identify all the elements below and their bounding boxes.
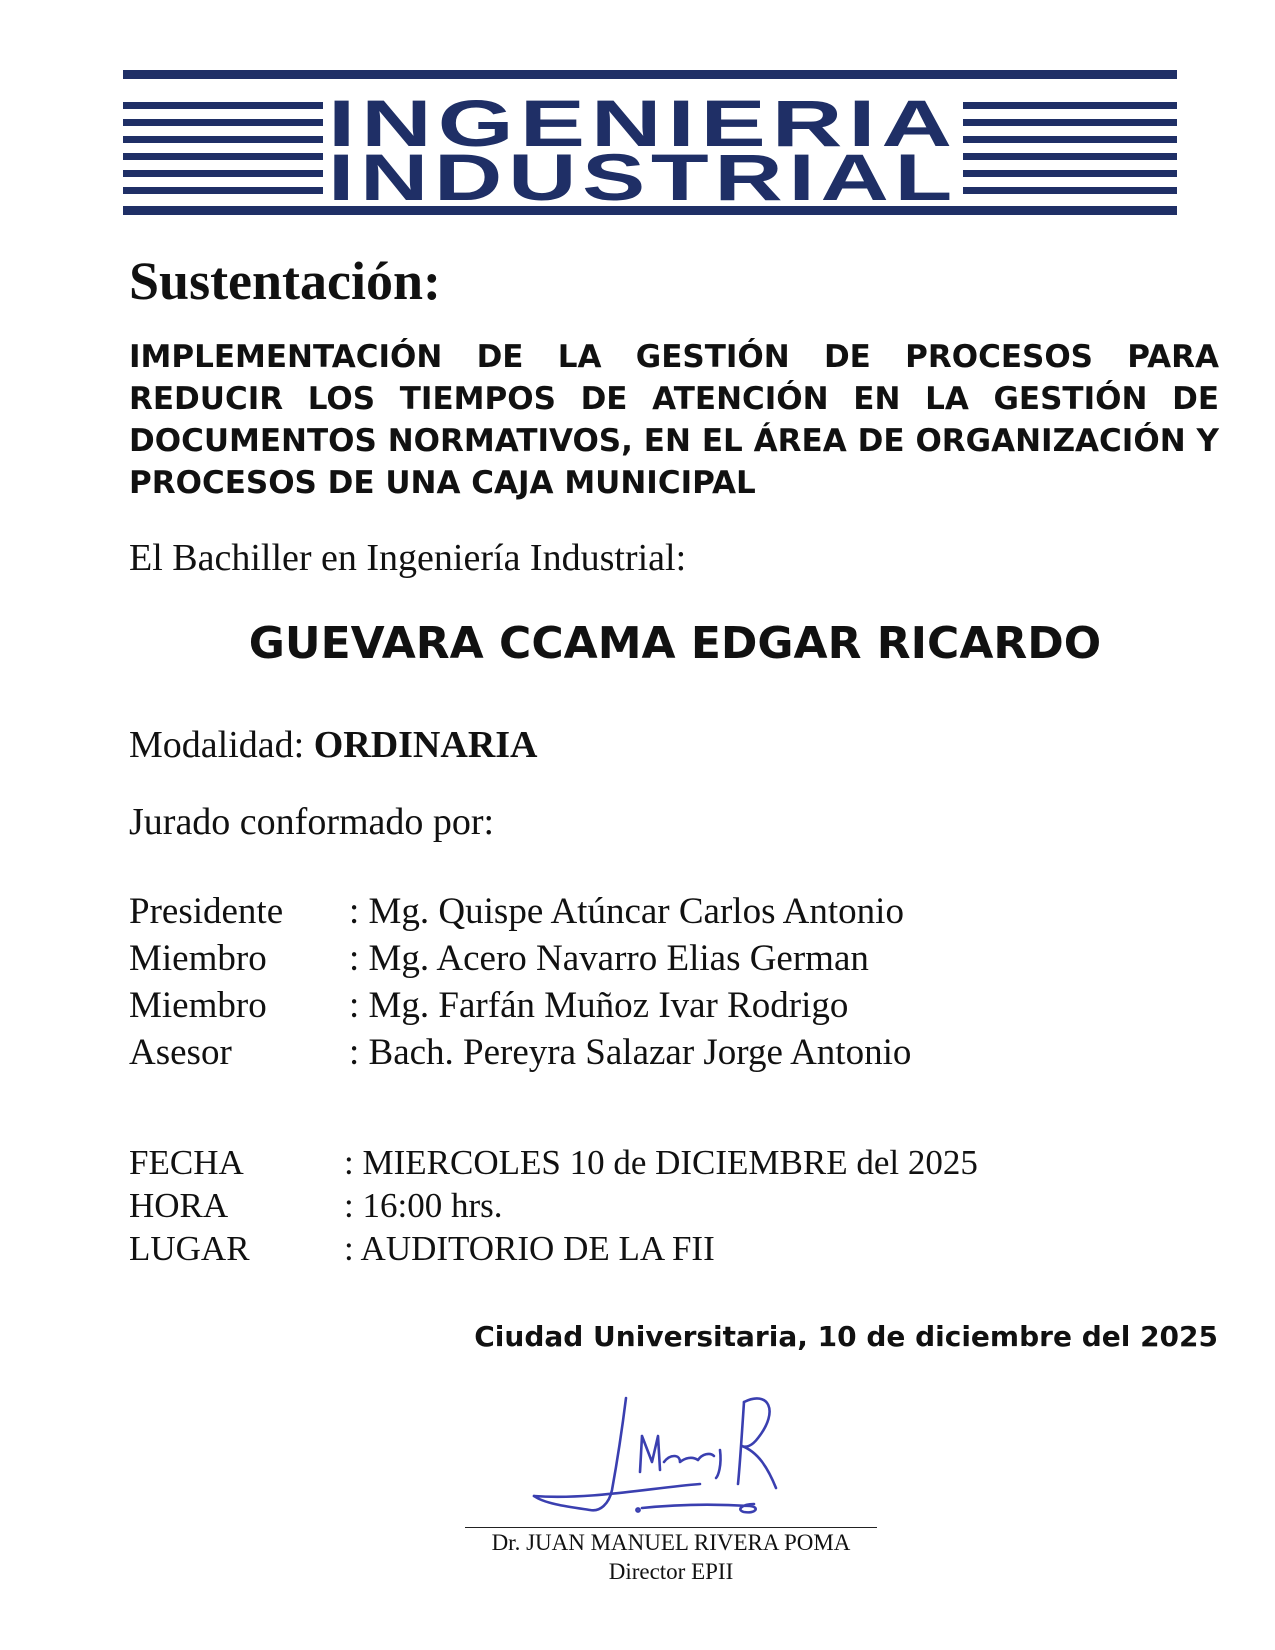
modalidad-line xyxy=(129,723,538,767)
logo-line-1: INGENIERIA xyxy=(328,86,958,160)
details-row-lugar xyxy=(129,1229,978,1272)
details-key: LUGAR xyxy=(129,1229,250,1268)
event-details xyxy=(129,1143,978,1272)
signature-line xyxy=(465,1527,877,1528)
signer-name: Dr. JUAN MANUEL RIVERA POMA xyxy=(491,1530,851,1555)
signer-role: Director EPII xyxy=(608,1559,734,1584)
modalidad-value: ORDINARIA xyxy=(313,724,538,766)
modalidad-label: Modalidad: xyxy=(129,724,305,766)
details-row-fecha xyxy=(129,1143,978,1186)
ingenieria-industrial-logo xyxy=(123,68,1177,220)
jurado-member-name: : Mg. Quispe Atúncar Carlos Antonio xyxy=(349,891,904,932)
jurado-role: Miembro xyxy=(129,985,267,1026)
details-row-hora xyxy=(129,1186,978,1229)
jurado-list xyxy=(129,890,911,1078)
jurado-row xyxy=(129,1031,911,1078)
jurado-role: Asesor xyxy=(129,1032,232,1073)
jurado-row xyxy=(129,937,911,984)
details-key: HORA xyxy=(129,1186,229,1225)
details-value: : 16:00 hrs. xyxy=(344,1186,503,1225)
student-name: GUEVARA CCAMA EDGAR RICARDO xyxy=(248,618,1102,669)
jurado-row xyxy=(129,984,911,1031)
jurado-role: Presidente xyxy=(129,891,284,932)
jurado-member-name: : Mg. Acero Navarro Elias German xyxy=(349,938,869,979)
jurado-intro: Jurado conformado por: xyxy=(129,801,495,843)
handwritten-signature xyxy=(530,1380,820,1530)
details-value: : AUDITORIO DE LA FII xyxy=(344,1229,715,1268)
jurado-member-name: : Mg. Farfán Muñoz Ivar Rodrigo xyxy=(349,985,849,1026)
logo-top-bar xyxy=(123,70,1177,79)
page-heading: Sustentación: xyxy=(129,251,442,311)
details-key: FECHA xyxy=(129,1143,244,1182)
jurado-role: Miembro xyxy=(129,938,267,979)
logo-line-2: INDUSTRIAL xyxy=(328,140,958,214)
jurado-member-name: : Bach. Pereyra Salazar Jorge Antonio xyxy=(349,1032,912,1073)
bachiller-label: El Bachiller en Ingeniería Industrial: xyxy=(129,537,687,579)
city-date: Ciudad Universitaria, 10 de diciembre del 2025 xyxy=(474,1320,1218,1353)
details-value: : MIERCOLES 10 de DICIEMBRE del 2025 xyxy=(344,1143,978,1182)
thesis-title: IMPLEMENTACIÓN DE LA GESTIÓN DE PROCESOS PARA REDUCIR LOS TIEMPOS DE ATENCIÓN EN LA GESTIÓN DE DOCUMENTOS NORMATIVOS, EN EL ÁREA DE ORGANIZACIÓN Y PROCESOS DE UNA CAJA MUNICIPAL xyxy=(129,339,1219,501)
jurado-row xyxy=(129,890,911,937)
